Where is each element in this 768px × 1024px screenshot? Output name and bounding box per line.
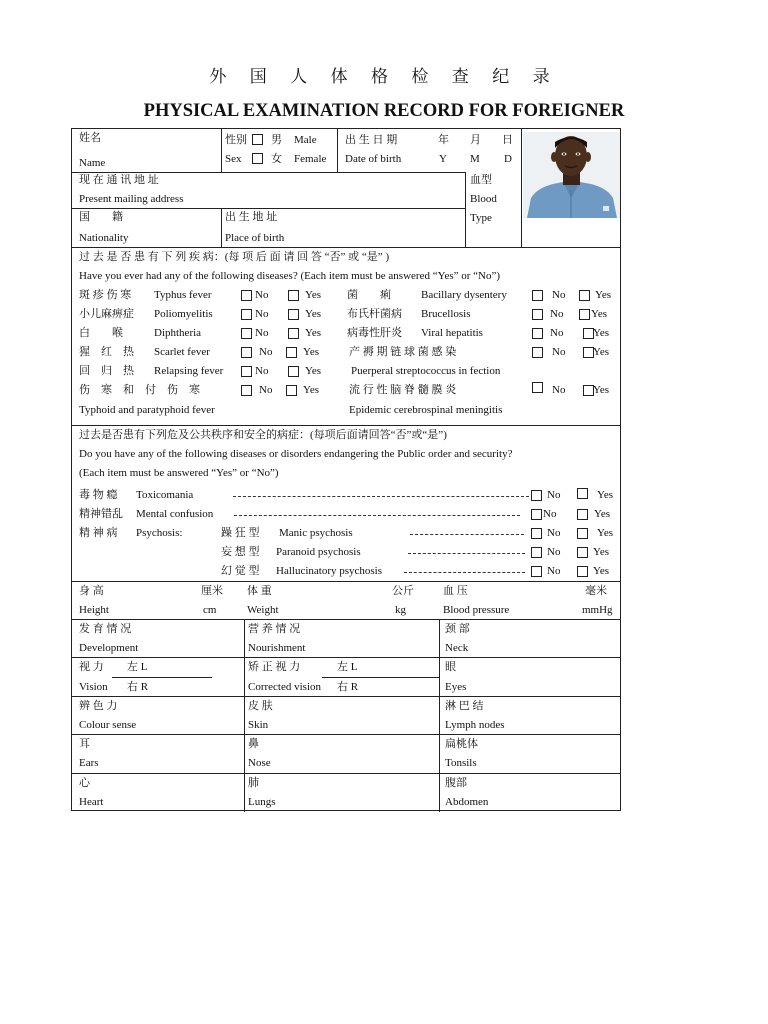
mental-confusion-yes-checkbox[interactable] [577, 509, 588, 520]
eyes-label-en: Eyes [445, 681, 467, 693]
disease-brucellosis-cn: 布氏杆菌病 [347, 308, 402, 320]
paranoid-cn: 妄 想 型 [221, 546, 260, 558]
vision-left-label: 左 L [127, 661, 148, 673]
bp-unit-cn: 毫米 [585, 585, 607, 597]
manic-no-label: No [547, 527, 561, 539]
lungs-label-cn: 肺 [248, 777, 259, 789]
psychosis-cn: 精 神 病 [79, 527, 118, 539]
paranoid-yes-checkbox[interactable] [577, 547, 588, 558]
hepatitis-no-checkbox[interactable] [532, 328, 543, 339]
typhoid-yes-checkbox[interactable] [286, 385, 297, 396]
nationality-label-en: Nationality [79, 232, 129, 244]
nationality-label-cn: 国 籍 [79, 211, 123, 223]
skin-label-cn: 皮 肤 [248, 700, 273, 712]
year-label-cn: 年 [438, 134, 449, 146]
brucellosis-yes-label: Yes [591, 308, 608, 320]
nourishment-label-en: Nourishment [248, 642, 306, 654]
hallucinatory-no-checkbox[interactable] [531, 566, 542, 577]
toxicomania-yes-checkbox[interactable] [577, 488, 588, 499]
applicant-photo [523, 132, 620, 218]
disease-puerperal-en: Puerperal streptococcus in fection [351, 365, 501, 377]
dob-label-en: Date of birth [345, 153, 402, 165]
portrait-image [523, 132, 620, 218]
dysentery-yes-label: Yes [595, 289, 612, 301]
polio-no-label: No [255, 308, 269, 320]
disease-dysentery-en: Bacillary dysentery [421, 289, 507, 301]
disease-diphtheria-en: Diphtheria [154, 327, 202, 339]
heart-label-en: Heart [79, 796, 104, 808]
corrected-vision-label-en: Corrected vision [248, 681, 322, 693]
disease-hepatitis-en: Viral hepatitis [421, 327, 483, 339]
mental-confusion-yes-label: Yes [594, 508, 611, 520]
bp-unit-en: mmHg [582, 604, 613, 616]
scarlet-yes-label: Yes [303, 346, 320, 358]
neck-label-cn: 颈 部 [445, 623, 470, 635]
height-label-en: Height [79, 604, 109, 616]
paranoid-no-label: No [547, 546, 561, 558]
manic-yes-label: Yes [597, 527, 614, 539]
dysentery-yes-checkbox[interactable] [579, 290, 590, 301]
manic-cn: 躁 狂 型 [221, 527, 260, 539]
blood-type-label-en-2: Type [470, 212, 492, 224]
disease-relapsing-cn: 回 归 热 [79, 365, 134, 377]
typhoid-no-label: No [259, 384, 273, 396]
diphtheria-no-label: No [255, 327, 269, 339]
dysentery-no-label: No [552, 289, 566, 301]
toxicomania-cn: 毒 物 瘾 [79, 489, 118, 501]
blood-type-label-en: Blood [470, 193, 497, 205]
brucellosis-no-checkbox[interactable] [532, 309, 543, 320]
sex-label-cn: 性别 [225, 134, 247, 146]
vision-label-cn: 视 力 [79, 661, 104, 673]
vision-label-en: Vision [79, 681, 108, 693]
development-label-en: Development [79, 642, 139, 654]
height-label-cn: 身 高 [79, 585, 104, 597]
hepatitis-no-label: No [550, 327, 564, 339]
puerperal-no-label: No [552, 346, 566, 358]
colour-sense-label-cn: 辨 色 力 [79, 700, 118, 712]
meningitis-no-label: No [552, 384, 566, 396]
nose-label-en: Nose [248, 757, 271, 769]
typhoid-no-checkbox[interactable] [241, 385, 252, 396]
polio-yes-label: Yes [305, 308, 322, 320]
male-label-en: Male [294, 134, 317, 146]
disease-typhoid-en: Typhoid and paratyphoid fever [79, 404, 215, 416]
brucellosis-yes-checkbox[interactable] [579, 309, 590, 320]
typhus-no-label: No [255, 289, 269, 301]
blood-pressure-label-en: Blood pressure [443, 604, 510, 616]
corrected-left-label: 左 L [337, 661, 358, 673]
manic-no-checkbox[interactable] [531, 528, 542, 539]
male-checkbox[interactable] [252, 134, 263, 145]
hepatitis-yes-label: Yes [593, 327, 610, 339]
birthplace-label-en: Place of birth [225, 232, 285, 244]
disorders-question-cn: 过去是否患有下列危及公共秩序和安全的病症：(每项后面请回答“否”或“是”) [79, 429, 447, 441]
mental-confusion-no-checkbox[interactable] [531, 509, 542, 520]
title-chinese: 外 国 人 体 格 检 查 纪 录 [209, 67, 559, 87]
female-label-en: Female [294, 153, 327, 165]
paranoid-yes-label: Yes [593, 546, 610, 558]
name-label-cn: 姓名 [79, 132, 101, 144]
manic-yes-checkbox[interactable] [577, 528, 588, 539]
birthplace-label-cn: 出 生 地 址 [225, 211, 278, 223]
typhus-yes-checkbox[interactable] [288, 290, 299, 301]
diphtheria-yes-label: Yes [305, 327, 322, 339]
hallucinatory-en: Hallucinatory psychosis [276, 565, 383, 577]
typhus-yes-label: Yes [305, 289, 322, 301]
disease-brucellosis-en: Brucellosis [421, 308, 471, 320]
paranoid-no-checkbox[interactable] [531, 547, 542, 558]
typhoid-yes-label: Yes [303, 384, 320, 396]
mental-confusion-en: Mental confusion [136, 508, 214, 520]
disease-polio-en: Poliomyelitis [154, 308, 213, 320]
puerperal-no-checkbox[interactable] [532, 347, 543, 358]
nourishment-label-cn: 营 养 情 况 [248, 623, 301, 635]
psychosis-en: Psychosis: [136, 527, 183, 539]
relapsing-yes-label: Yes [305, 365, 322, 377]
ears-label-cn: 耳 [79, 738, 90, 750]
weight-unit-en: kg [395, 604, 406, 616]
relapsing-yes-checkbox[interactable] [288, 366, 299, 377]
vision-right-label: 右 R [127, 681, 149, 693]
ears-label-en: Ears [79, 757, 99, 769]
relapsing-no-label: No [255, 365, 269, 377]
abdomen-label-cn: 腹部 [445, 777, 467, 789]
toxicomania-en: Toxicomania [136, 489, 194, 501]
scarlet-no-label: No [259, 346, 273, 358]
lymph-label-en: Lymph nodes [445, 719, 505, 731]
tonsils-label-cn: 扁桃体 [445, 738, 478, 750]
disease-diphtheria-cn: 白 喉 [79, 327, 123, 339]
polio-no-checkbox[interactable] [241, 309, 252, 320]
corrected-vision-label-cn: 矫 正 视 力 [248, 661, 301, 673]
abdomen-label-en: Abdomen [445, 796, 489, 808]
mental-confusion-cn: 精神错乱 [79, 508, 123, 520]
dysentery-no-checkbox[interactable] [532, 290, 543, 301]
scarlet-yes-checkbox[interactable] [286, 347, 297, 358]
meningitis-no-checkbox[interactable] [532, 382, 543, 393]
typhus-no-checkbox[interactable] [241, 290, 252, 301]
disease-typhoid-cn: 伤 寒 和 付 伤 寒 [79, 384, 200, 396]
brucellosis-no-label: No [550, 308, 564, 320]
hallucinatory-yes-label: Yes [593, 565, 610, 577]
year-label-en: Y [439, 153, 447, 165]
examination-form [71, 128, 621, 811]
neck-label-en: Neck [445, 642, 469, 654]
disease-meningitis-en: Epidemic cerebrospinal meningitis [349, 404, 503, 416]
address-label-cn: 现 在 通 讯 地 址 [79, 174, 159, 186]
disease-polio-cn: 小儿麻痹症 [79, 308, 134, 320]
height-unit-en: cm [203, 604, 217, 616]
sex-label-en: Sex [225, 153, 242, 165]
disorders-question-en: Do you have any of the following diseases or disorders endangering the Public order and security? [79, 448, 513, 460]
disease-scarlet-en: Scarlet fever [154, 346, 210, 358]
month-label-cn: 月 [470, 134, 481, 146]
weight-label-cn: 体 重 [247, 585, 272, 597]
day-label-en: D [504, 153, 512, 165]
nose-label-cn: 鼻 [248, 738, 259, 750]
toxicomania-no-checkbox[interactable] [531, 490, 542, 501]
disease-hepatitis-cn: 病毒性肝炎 [347, 327, 402, 339]
male-label-cn: 男 [271, 134, 282, 146]
eyes-label-cn: 眼 [445, 661, 456, 673]
month-label-en: M [470, 153, 480, 165]
disease-scarlet-cn: 猩 红 热 [79, 346, 134, 358]
blood-pressure-label-cn: 血 压 [443, 585, 468, 597]
corrected-right-label: 右 R [337, 681, 359, 693]
disease-typhus-en: Typhus fever [154, 289, 212, 301]
heart-label-cn: 心 [79, 777, 90, 789]
diseases-question-cn: 过 去 是 否 患 有 下 列 疾 病：(每 项 后 面 请 回 答 “否” 或 “是” ) [79, 251, 390, 263]
diphtheria-no-checkbox[interactable] [241, 328, 252, 339]
manic-en: Manic psychosis [279, 527, 353, 539]
scarlet-no-checkbox[interactable] [241, 347, 252, 358]
address-label-en: Present mailing address [79, 193, 184, 205]
weight-unit-cn: 公斤 [392, 585, 414, 597]
name-label-en: Name [79, 157, 106, 169]
tonsils-label-en: Tonsils [445, 757, 477, 769]
hallucinatory-no-label: No [547, 565, 561, 577]
disease-puerperal-cn: 产 褥 期 链 球 菌 感 染 [349, 346, 457, 358]
relapsing-no-checkbox[interactable] [241, 366, 252, 377]
hallucinatory-yes-checkbox[interactable] [577, 566, 588, 577]
lymph-label-cn: 淋 巴 结 [445, 700, 484, 712]
diseases-question-en: Have you ever had any of the following diseases? (Each item must be answered “Yes” or “No”) [79, 270, 501, 282]
skin-label-en: Skin [248, 719, 269, 731]
puerperal-yes-label: Yes [593, 346, 610, 358]
colour-sense-label-en: Colour sense [79, 719, 137, 731]
disorders-note-en: (Each item must be answered “Yes” or “No”) [79, 467, 279, 479]
female-checkbox[interactable] [252, 153, 263, 164]
toxicomania-no-label: No [547, 489, 561, 501]
blood-type-label-cn: 血型 [470, 174, 492, 186]
hallucinatory-cn: 幻 觉 型 [221, 565, 260, 577]
meningitis-yes-label: Yes [593, 384, 610, 396]
weight-label-en: Weight [247, 604, 279, 616]
height-unit-cn: 厘米 [201, 585, 223, 597]
mental-confusion-no-label: No [543, 508, 557, 520]
disease-relapsing-en: Relapsing fever [154, 365, 224, 377]
dob-label-cn: 出 生 日 期 [345, 134, 398, 146]
toxicomania-yes-label: Yes [597, 489, 614, 501]
day-label-cn: 日 [502, 134, 513, 146]
development-label-cn: 发 育 情 况 [79, 623, 132, 635]
disease-typhus-cn: 斑 疹 伤 寒 [79, 289, 132, 301]
disease-meningitis-cn: 流 行 性 脑 脊 髓 膜 炎 [349, 384, 457, 396]
paranoid-en: Paranoid psychosis [276, 546, 361, 558]
disease-dysentery-cn: 菌 痢 [347, 289, 391, 301]
polio-yes-checkbox[interactable] [288, 309, 299, 320]
diphtheria-yes-checkbox[interactable] [288, 328, 299, 339]
lungs-label-en: Lungs [248, 796, 276, 808]
female-label-cn: 女 [271, 153, 282, 165]
title-english: PHYSICAL EXAMINATION RECORD FOR FOREIGNER [143, 101, 625, 121]
